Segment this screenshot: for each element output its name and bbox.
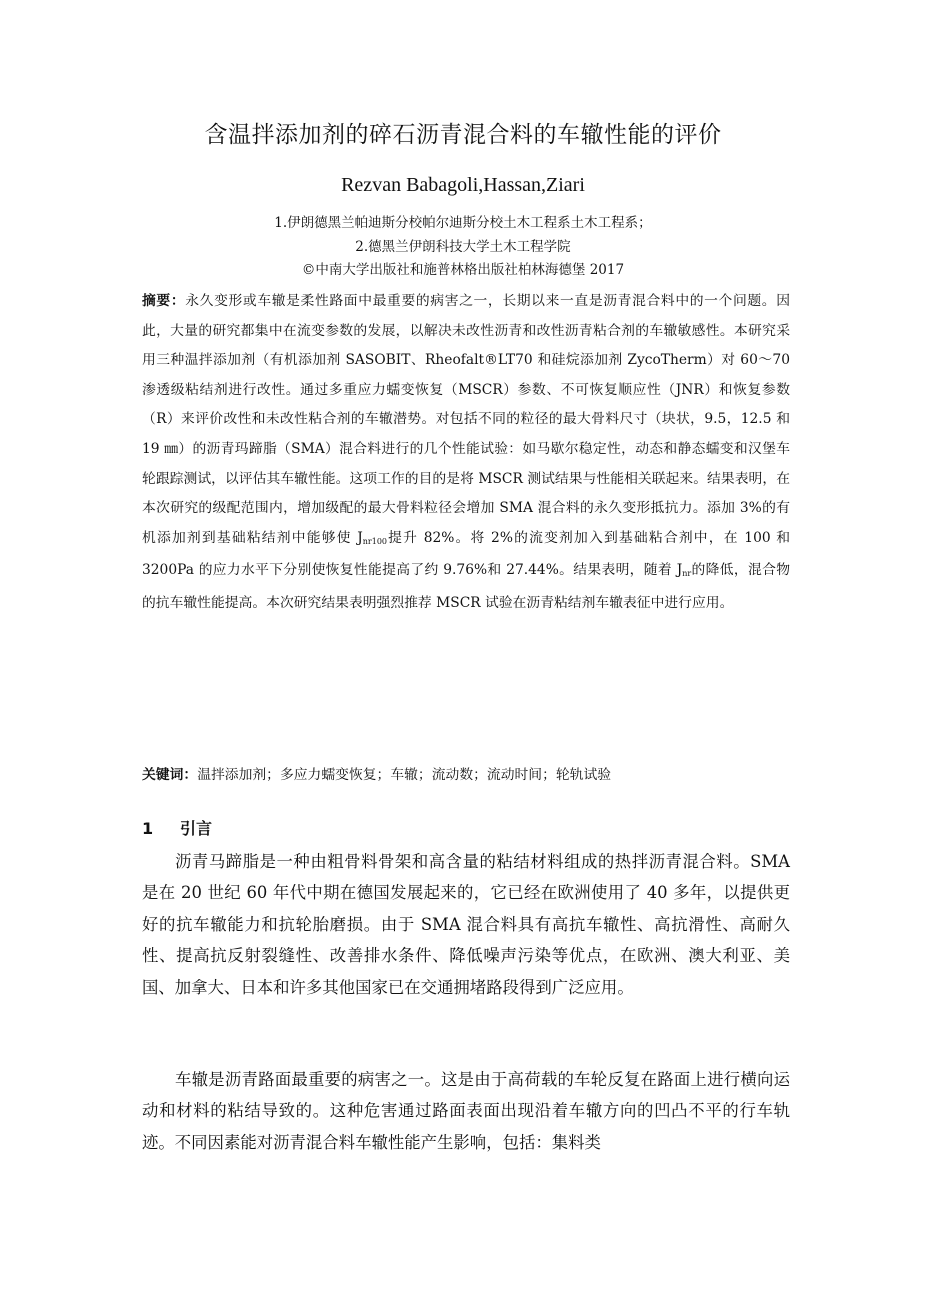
keywords-label: 关键词： [142,767,198,783]
section-heading-introduction [142,816,212,842]
keywords [142,761,790,789]
affiliation-2: 2.德黑兰伊朗科技大学土木工程学院 [355,239,571,255]
intro-paragraph-2: 车辙是沥青路面最重要的病害之一。这是由于高荷载的车轮反复在路面上进行横向运动和材料的粘结导致的。这种危害通过路面表面出现沿着车辙方向的凹凸不平的行车轨迹。不同因素能对沥青混合料车辙性能产生影响，包括：集料类 [142,1070,790,1152]
abstract-subscript-2: nr [682,569,692,579]
affiliation-1: 1.伊朗德黑兰帕迪斯分校帕尔迪斯分校土木工程系土木工程系； [274,215,652,231]
author-list: Rezvan Babagoli,Hassan,Ziari [341,174,585,196]
abstract-text-2: 提升 82%。将 2%的流变剂加入到基础粘合剂中，在 100 和 3200Pa 的应力水平下分别使恢复性能提高了约 9.76%和 27.44%。结果表明，随着 J [142,529,790,579]
section-title: 引言 [180,819,213,838]
copyright-line: ©中南大学出版社和施普林格出版社柏林海德堡 2017 [301,262,625,278]
abstract-text-1: 永久变形或车辙是柔性路面中最重要的病害之一，长期以来一直是沥青混合料中的一个问题。因此，大量的研究都集中在流变参数的发展，以解决未改性沥青和改性沥青粘合剂的车辙敏感性。本研究采用三种温拌添加剂（有机添加剂 SASOBIT、Rheofalt®LT70 和硅烷添加剂 ZycoTherm）对 60～70 渗透级粘结剂进行改性。通过多重应力蠕变恢复（MSCR）参数、不可恢复顺应性（JNR）和恢复参数（R）来评价改性和未改性粘合剂的车辙潜势。对包括不同的粒径的最大骨料尺寸（块状，9.5，12.5 和 19 ㎜）的沥青玛蹄脂（SMA）混合料进行的几个性能试验：如马歇尔稳定性，动态和静态蠕变和汉堡车轮跟踪测试，以评估其车辙性能。这项工作的目的是将 MSCR 测试结果与性能相关联起来。结果表明，在本次研究的级配范围内，增加级配的最大骨料粒径会增加 SMA 混合料的永久变形抵抗力。添加 3%的有机添加剂到基础粘结剂中能够使 J [142,293,791,546]
intro-paragraph-1: 沥青马蹄脂是一种由粗骨料骨架和高含量的粘结材料组成的热拌沥青混合料。SMA 是在 20 世纪 60 年代中期在德国发展起来的，它已经在欧洲使用了 40 多年，以提供更好的抗车辙能力和抗轮胎磨损。由于 SMA 混合料具有高抗车辙性、高抗滑性、高耐久性、提高抗反射裂缝性、改善排水条件、降低噪声污染等优点，在欧洲、澳大利亚、美国、加拿大、日本和许多其他国家已在交通拥堵路段得到广泛应用。 [142,852,790,997]
section-number: 1 [142,819,154,838]
abstract-text-3: 的降低，混合物的抗车辙性能提高。本次研究结果表明强烈推荐 MSCR 试验在沥青粘结剂车辙表征中进行应用。 [142,562,791,611]
abstract-label: 摘要： [142,293,186,309]
paper-title: 含温拌添加剂的碎石沥青混合料的车辙性能的评价 [204,122,722,148]
abstract-subscript-1: nr100 [362,536,387,546]
abstract [142,287,790,619]
keywords-text: 温拌添加剂；多应力蠕变恢复；车辙；流动数；流动时间；轮轨试验 [197,767,612,783]
